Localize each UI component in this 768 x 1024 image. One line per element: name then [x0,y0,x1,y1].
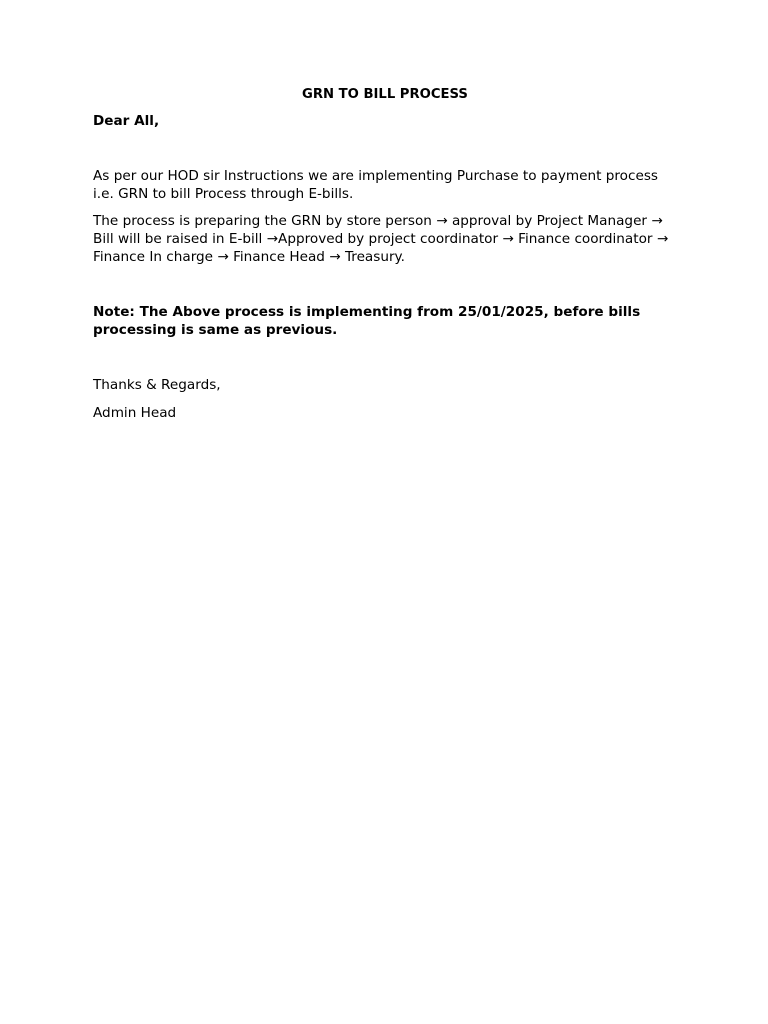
greeting: Dear All, [93,112,160,129]
document-page [93,86,677,423]
process-paragraph: The process is preparing the GRN by store person → approval by Project Manager → Bill will be raised in E-bill →Approved by project coordinator → Finance coordinator → Finance In charge → Finance Head → Treasury. [93,213,669,265]
note-paragraph: Note: The Above process is implementing from 25/01/2025, before bills processing is same as previous. [93,304,641,338]
intro-paragraph: As per our HOD sir Instructions we are implementing Purchase to payment process i.e. GRN to bill Process through E-bills. [93,168,659,202]
closing-line: Thanks & Regards, [93,377,221,394]
signature-line: Admin Head [93,404,177,421]
document-title: GRN TO BILL PROCESS [302,87,468,102]
